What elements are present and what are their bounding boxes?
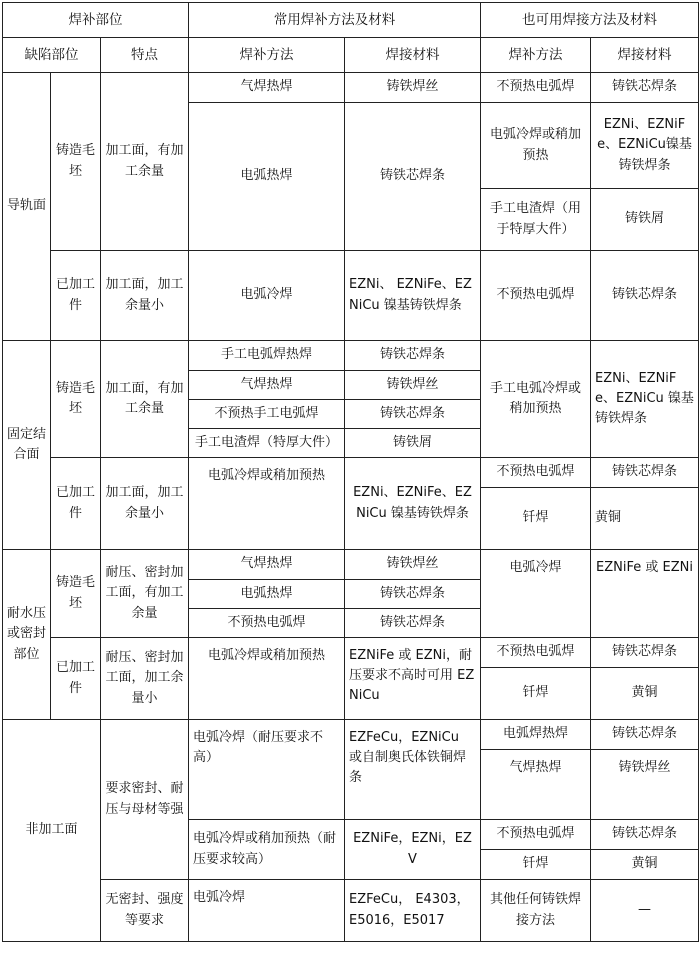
alt-method-cell: 不预热电弧焊 [481, 458, 591, 488]
alt-method-cell: 电弧焊热焊 [481, 720, 591, 750]
method-cell: 手工电渣焊（特厚大件） [189, 429, 345, 458]
material-cell: EZFeCu， E4303，E5016，E5017 [345, 880, 481, 942]
alt-method-cell: 气焊热焊 [481, 750, 591, 820]
guide-machined-type: 已加工件 [51, 251, 101, 341]
pressure-machined-type: 已加工件 [51, 638, 101, 720]
material-cell: EZNiFe，EZNi，EZV [345, 820, 481, 880]
alt-method-cell: 钎焊 [481, 850, 591, 880]
method-cell: 气焊热焊 [189, 371, 345, 400]
nonmachined-b-feature: 无密封、强度等要求 [101, 880, 189, 942]
guide-cast-feature: 加工面，有加工余量 [101, 73, 189, 251]
alt-material-cell: 铸铁芯焊条 [591, 73, 699, 103]
alt-method-cell: 不预热电弧焊 [481, 638, 591, 668]
method-cell: 电弧冷焊 [189, 251, 345, 341]
alt-material-cell: 铸铁芯焊条 [591, 251, 699, 341]
alt-method-cell: 不预热电弧焊 [481, 251, 591, 341]
alt-material-cell: EZNi、EZNiFe、EZNiCu镍基铸铁焊条 [591, 103, 699, 189]
nonmachined-a-feature: 要求密封、耐压与母材等强 [101, 720, 189, 880]
alt-method-cell: 电弧冷焊或稍加预热 [481, 103, 591, 189]
alt-material-cell: 黄铜 [591, 668, 699, 720]
material-cell: 铸铁芯焊条 [345, 580, 481, 609]
part-non-machined-surface: 非加工面 [3, 720, 101, 942]
alt-material-cell: 铸铁芯焊条 [591, 820, 699, 850]
alt-method-cell: 电弧冷焊 [481, 550, 591, 638]
header-alt-method: 焊补方法 [481, 38, 591, 73]
method-cell: 电弧热焊 [189, 580, 345, 609]
method-cell: 电弧冷焊（耐压要求不高） [189, 720, 345, 820]
alt-material-cell: 黄铜 [591, 850, 699, 880]
alt-method-cell: 不预热电弧焊 [481, 820, 591, 850]
material-cell: EZNiFe 或 EZNi，耐压要求不高时可用 EZNiCu [345, 638, 481, 720]
material-cell: EZFeCu，EZNiCu 或自制奥氏体铁铜焊条 [345, 720, 481, 820]
method-cell: 电弧冷焊或稍加预热 [189, 458, 345, 550]
header-material: 焊接材料 [345, 38, 481, 73]
material-cell: 铸铁焊丝 [345, 371, 481, 400]
method-cell: 电弧冷焊或稍加预热（耐压要求较高） [189, 820, 345, 880]
alt-material-cell: EZNi、EZNiFe、EZNiCu 镍基铸铁焊条 [591, 341, 699, 458]
method-cell: 电弧冷焊 [189, 880, 345, 942]
joint-machined-type: 已加工件 [51, 458, 101, 550]
alt-method-cell: 手工电弧冷焊或稍加预热 [481, 341, 591, 458]
header-method: 焊补方法 [189, 38, 345, 73]
header-defect-part: 缺陷部位 [3, 38, 101, 73]
material-cell: 铸铁芯焊条 [345, 103, 481, 251]
material-cell: 铸铁芯焊条 [345, 341, 481, 371]
material-cell: 铸铁屑 [345, 429, 481, 458]
alt-method-cell: 钎焊 [481, 488, 591, 550]
alt-method-cell: 钎焊 [481, 668, 591, 720]
alt-material-cell: 铸铁芯焊条 [591, 638, 699, 668]
method-cell: 气焊热焊 [189, 550, 345, 580]
alt-material-cell: EZNiFe 或 EZNi [591, 550, 699, 638]
method-cell: 不预热手工电弧焊 [189, 400, 345, 429]
header-feature: 特点 [101, 38, 189, 73]
alt-material-cell: 铸铁芯焊条 [591, 720, 699, 750]
pressure-cast-type: 铸造毛坯 [51, 550, 101, 638]
alt-material-cell: — [591, 880, 699, 942]
method-cell: 电弧热焊 [189, 103, 345, 251]
part-pressure-seal: 耐水压或密封部位 [3, 550, 51, 720]
header-alt-material: 焊接材料 [591, 38, 699, 73]
joint-machined-feature: 加工面，加工余量小 [101, 458, 189, 550]
material-cell: EZNi、 EZNiFe、EZNiCu 镍基铸铁焊条 [345, 251, 481, 341]
alt-material-cell: 铸铁芯焊条 [591, 458, 699, 488]
part-fixed-joint-surface: 固定结合面 [3, 341, 51, 550]
joint-cast-type: 铸造毛坯 [51, 341, 101, 458]
header-repair-part: 焊补部位 [3, 3, 189, 38]
welding-repair-table [2, 2, 699, 942]
header-alternative-methods: 也可用焊接方法及材料 [481, 3, 699, 38]
alt-material-cell: 黄铜 [591, 488, 699, 550]
material-cell: 铸铁焊丝 [345, 73, 481, 103]
material-cell: EZNi、EZNiFe、EZNiCu 镍基铸铁焊条 [345, 458, 481, 550]
method-cell: 手工电弧焊热焊 [189, 341, 345, 371]
method-cell: 气焊热焊 [189, 73, 345, 103]
guide-machined-feature: 加工面，加工余量小 [101, 251, 189, 341]
alt-material-cell: 铸铁焊丝 [591, 750, 699, 820]
joint-cast-feature: 加工面，有加工余量 [101, 341, 189, 458]
alt-method-cell: 其他任何铸铁焊接方法 [481, 880, 591, 942]
guide-cast-type: 铸造毛坯 [51, 73, 101, 251]
material-cell: 铸铁芯焊条 [345, 400, 481, 429]
method-cell: 不预热电弧焊 [189, 609, 345, 638]
pressure-machined-feature: 耐压、密封加工面，加工余量小 [101, 638, 189, 720]
alt-material-cell: 铸铁屑 [591, 189, 699, 251]
material-cell: 铸铁焊丝 [345, 550, 481, 580]
pressure-cast-feature: 耐压、密封加工面，有加工余量 [101, 550, 189, 638]
method-cell: 电弧冷焊或稍加预热 [189, 638, 345, 720]
part-guide-surface: 导轨面 [3, 73, 51, 341]
header-common-methods: 常用焊补方法及材料 [189, 3, 481, 38]
alt-method-cell: 手工电渣焊（用于特厚大件） [481, 189, 591, 251]
material-cell: 铸铁芯焊条 [345, 609, 481, 638]
alt-method-cell: 不预热电弧焊 [481, 73, 591, 103]
